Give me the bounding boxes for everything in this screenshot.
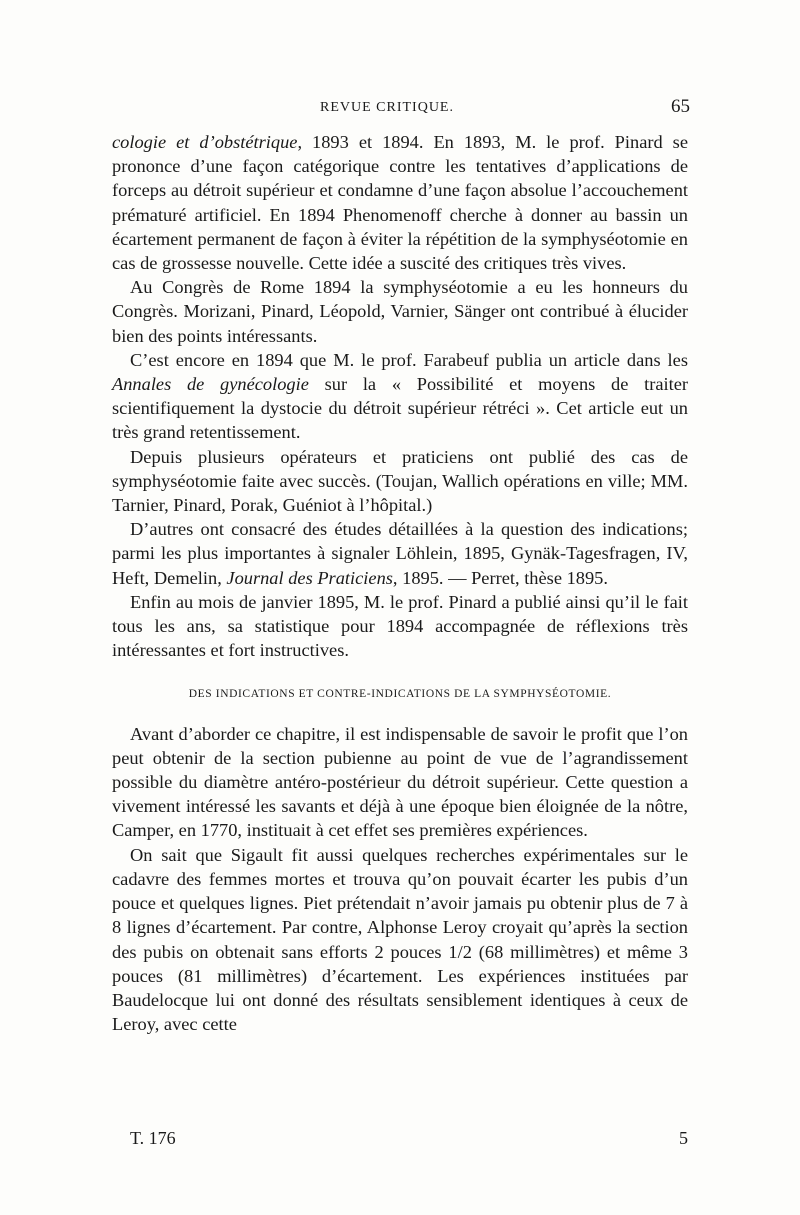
paragraph: [112, 275, 688, 348]
paragraph-text: Avant d’aborder ce chapitre, il est indispensable de savoir le profit que l’on peut obtenir de la section pubienne au point de vue de l’agrandissement possible du diamètre antéro-postérieur du détroit supérieur. Cette question a vivement intéressé les savants et déjà à une époque bien éloignée de la nôtre, Camper, en 1770, instituait à cet effet ses premières expériences.: [112, 723, 688, 841]
paragraph-text: , 1895. — Perret, thèse 1895.: [392, 567, 608, 588]
paragraph-text: Enfin au mois de janvier 1895, M. le prof. Pinard a publié ainsi qu’il le fait tous les ans, sa statistique pour 1894 accompagnée de réflexions très intéressantes et fort instructives.: [112, 591, 688, 661]
body-text: [112, 130, 688, 1036]
paragraph: [112, 348, 688, 445]
paragraph-text: sur la « Possibilité et moyens de traiter scientifiquement la dystocie du détroit supérieur rétréci ». Cet article eut un très grand retentissement.: [112, 374, 688, 443]
paragraph-text: , 1893 et 1894. En 1893, M. le prof. Pinard se prononce d’une façon catégorique contre les tentatives d’applications de forceps au détroit supérieur et condamne d’une façon absolue l’accouchement prématuré artificiel. En 1894 Phenomenoff cherche à donner au bassin un écartement permanent de façon à éviter la répétition de la symphyséotomie en cas de grossesse nouvelle. Cette idée a suscité des critiques très vives.: [112, 132, 688, 274]
page-footer: [112, 1128, 688, 1154]
paragraph-group-top: [112, 130, 688, 662]
running-head: [112, 96, 690, 122]
paragraph: [112, 590, 688, 663]
paragraph-text: D’autres ont consacré des études détaillées à la question des indications; parmi les plus importantes à signaler Löhlein, 1895, Gynäk-Tagesfragen, IV, Heft, Demelin,: [112, 519, 688, 588]
page-number: 65: [671, 96, 690, 117]
paragraph: [112, 722, 688, 843]
paragraph-text: Au Congrès de Rome 1894 la symphyséotomie a eu les honneurs du Congrès. Morizani, Pinard, Léopold, Varnier, Sänger ont contribué à élucider bien des points intéressants.: [112, 277, 688, 346]
paragraph-text: On sait que Sigault fit aussi quelques recherches expérimentales sur le cadavre des femmes mortes et trouva qu’on pouvait écarter les pubis d’un pouce et quelques lignes. Piet prétendait n’avoir jamais pu obtenir plus de 7 à 8 lignes d’écartement. Par contre, Alphonse Leroy croyait qu’après la section des pubis on obtenait sans efforts 2 pouces 1/2 (68 millimètres) et même 3 pouces (81 millimètres) d’écartement. Les expériences instituées par Baudelocque lui ont donné des résultats sensiblement identiques à ceux de Leroy, avec cette: [112, 844, 688, 1035]
italic-title-text: Annales de gynécologie: [112, 374, 309, 395]
paragraph: [112, 130, 688, 275]
paragraph: [112, 445, 688, 518]
paragraph-text: Depuis plusieurs opérateurs et praticiens ont publié des cas de symphyséotomie faite avec succès. (Toujan, Wallich opérations en ville; MM. Tarnier, Pinard, Porak, Guéniot à l’hôpital.): [112, 446, 688, 516]
italic-title-text: Journal des Praticiens: [226, 567, 393, 588]
signature-number: 5: [679, 1128, 688, 1148]
italic-title-text: cologie et d’obstétrique: [112, 132, 298, 152]
running-title: REVUE CRITIQUE.: [320, 100, 454, 115]
paragraph-group-bottom: [112, 722, 688, 1037]
paragraph-text: C’est encore en 1894 que M. le prof. Farabeuf publia un article dans les: [130, 349, 688, 370]
section-heading: DES INDICATIONS ET CONTRE-INDICATIONS DE LA SYMPHYSÉOTOMIE.: [188, 688, 612, 701]
signature-mark: T. 176: [130, 1128, 176, 1148]
paragraph: [112, 517, 688, 590]
paragraph: [112, 843, 688, 1037]
